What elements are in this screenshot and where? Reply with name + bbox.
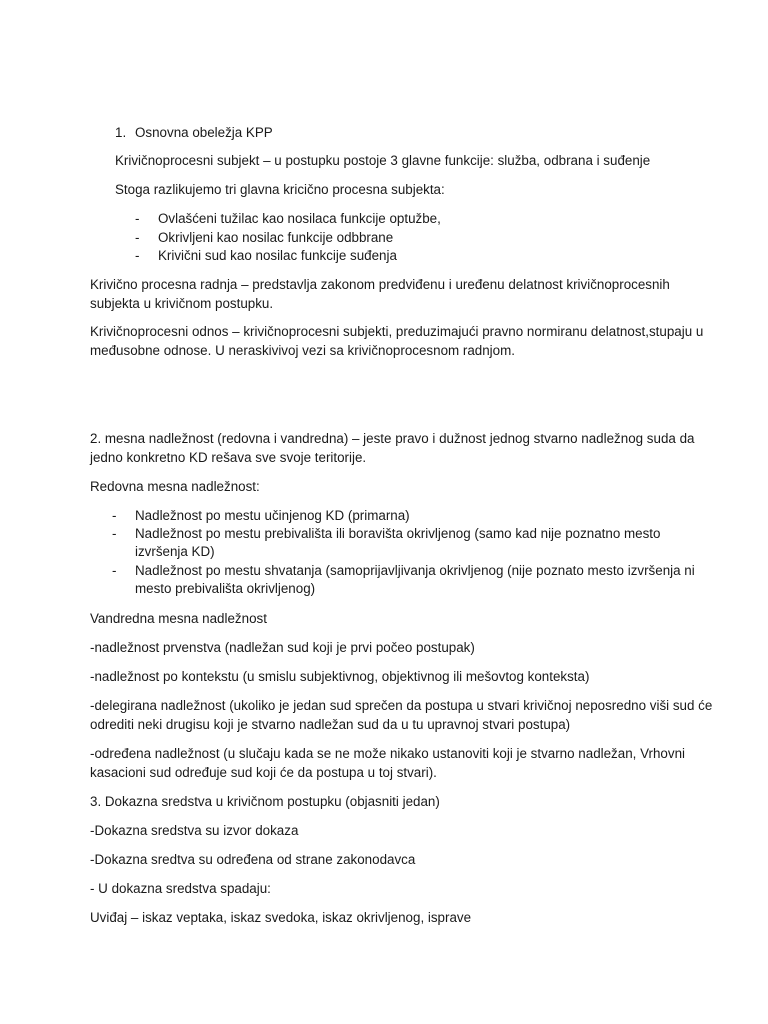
list-item: Nadležnost po mestu prebivališta ili boravišta okrivljenog (samo kad nije poznatno mesto xyxy=(135,526,661,541)
vandredna-item-odredjena-line1: -određena nadležnost (u slučaju kada se ne može nikako ustanoviti koji je stvarno nadležan, Vrhovni xyxy=(90,746,685,761)
section-2-intro-line2: jedno konkretno KD rešava sve svoje teritorije. xyxy=(90,450,367,465)
paragraph-radnja-line1: Krivično procesna radnja – predstavlja zakonom predviđenu i uređenu delatnost krivičnoprocesnih xyxy=(90,277,670,292)
bullet-dash: - xyxy=(135,248,140,263)
vandredna-item-delegirana-line2: odrediti neki drugisu koji je stvarno nadležan sud da u tu upravnoj stvari postupa) xyxy=(90,717,571,732)
paragraph-subjekt: Krivičnoprocesni subjekt – u postupku postoje 3 glavne funkcije: služba, odbrana i suđenje xyxy=(115,153,651,168)
vandredna-item-prvenstva: -nadležnost prvenstva (nadležan sud koji je prvi počeo postupak) xyxy=(90,640,475,655)
vandredna-title: Vandredna mesna nadležnost xyxy=(90,611,267,626)
section-2-intro-line1: 2. mesna nadležnost (redovna i vandredna) – jeste pravo i dužnost jednog stvarno nadležnog suda da xyxy=(90,431,695,446)
heading-number: 1. xyxy=(115,125,127,140)
list-item-continuation: mesto prebivališta okrivljenog) xyxy=(135,581,316,596)
section-3-line: -Dokazna sredstva su izvor dokaza xyxy=(90,823,299,838)
vandredna-item-delegirana-line1: -delegirana nadležnost (ukoliko je jedan sud sprečen da postupa u stvari krivičnoj neposredno viši sud će xyxy=(90,698,713,713)
list-item: Nadležnost po mestu učinjenog KD (primarna) xyxy=(135,508,410,523)
vandredna-item-odredjena-line2: kasacioni sud određuje sud koji će da postupa u toj stvari). xyxy=(90,765,437,780)
list-item-continuation: izvršenja KD) xyxy=(135,544,215,559)
paragraph-odnos-line1: Krivičnoprocesni odnos – krivičnoprocesni subjekti, preduzimajući pravno normiranu delatnost,stupaju u xyxy=(90,324,704,339)
list-item: Okrivljeni kao nosilac funkcije odbbrane xyxy=(158,230,394,245)
bullet-dash: - xyxy=(112,508,117,523)
section-1-heading: Osnovna obeležja KPP xyxy=(135,125,273,140)
paragraph-odnos-line2: međusobne odnose. U neraskivivoj vezi sa krivičnoprocesnom radnjom. xyxy=(90,343,515,358)
section-3-line: -Dokazna sredtva su određena od strane zakonodavca xyxy=(90,852,416,867)
list-item: Krivični sud kao nosilac funkcije suđenja xyxy=(158,248,397,263)
list-item: Nadležnost po mestu shvatanja (samoprijavljivanja okrivljenog (nije poznato mesto izvršenja ni xyxy=(135,563,695,578)
list-item: Ovlašćeni tužilac kao nosilaca funkcije optužbe, xyxy=(158,211,441,226)
redovna-title: Redovna mesna nadležnost: xyxy=(90,479,260,494)
section-3-title: 3. Dokazna sredstva u krivičnom postupku (objasniti jedan) xyxy=(90,794,440,809)
section-3-line: Uviđaj – iskaz veptaka, iskaz svedoka, iskaz okrivljenog, isprave xyxy=(90,910,472,925)
vandredna-item-kontekstu: -nadležnost po kontekstu (u smislu subjektivnog, objektivnog ili mešovtog konteksta) xyxy=(90,669,590,684)
bullet-dash: - xyxy=(112,563,117,578)
bullet-dash: - xyxy=(135,211,140,226)
bullet-dash: - xyxy=(112,526,117,541)
section-3-line: - U dokazna sredstva spadaju: xyxy=(90,881,271,896)
paragraph-radnja-line2: subjekta u krivičnom postupku. xyxy=(90,296,274,311)
paragraph-stoga: Stoga razlikujemo tri glavna kricično procesna subjekta: xyxy=(115,182,445,197)
bullet-dash: - xyxy=(135,230,140,245)
